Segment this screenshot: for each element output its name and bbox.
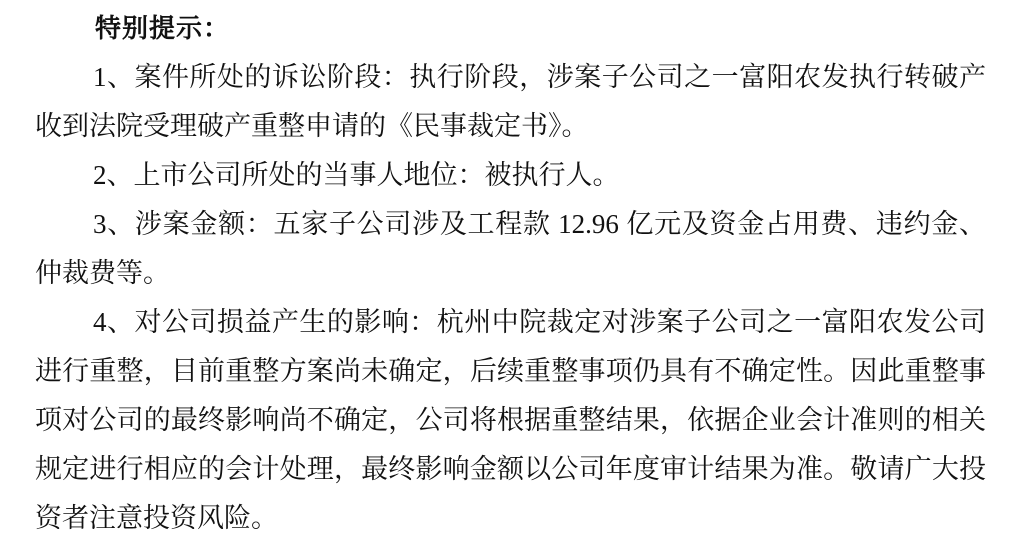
special-notice-heading: 特别提示： <box>95 14 231 43</box>
paragraph-party-status: 2、上市公司所处的当事人地位：被执行人。 <box>93 160 620 190</box>
paragraph-amount-involved: 3、涉案金额：五家子公司涉及工程款 12.96 亿元及资金占用费、违约金、仲裁费等。 <box>35 209 986 288</box>
paragraph-profit-loss-impact: 4、对公司损益产生的影响：杭州中院裁定对涉案子公司之一富阳农发公司进行重整，目前重整方案尚未确定，后续重整事项仍具有不确定性。因此重整事项对公司的最终影响尚不确定，公司将根据重整结果，依据企业会计准则的相关规定进行相应的会计处理，最终影响金额以公司年度审计结果为准。敬请广大投资者注意投资风险。 <box>35 307 986 533</box>
paragraph-litigation-stage: 1、案件所处的诉讼阶段：执行阶段，涉案子公司之一富阳农发执行转破产收到法院受理破产重整申请的《民事裁定书》。 <box>35 62 986 141</box>
document-content <box>35 4 986 543</box>
